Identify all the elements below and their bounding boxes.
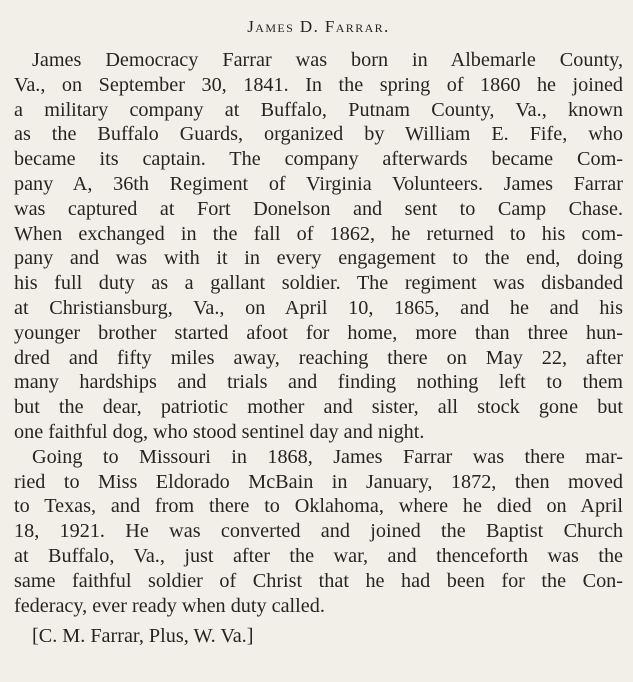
paragraph-1 (14, 48, 623, 445)
text-line: James Democracy Farrar was born in Albemarle County, (32, 49, 623, 71)
text-line: federacy, ever ready when duty called. (14, 594, 325, 617)
text-line: younger brother started afoot for home, more than three hun- (14, 321, 623, 344)
text-line: as the Buffalo Guards, organized by William E. Fife, who (14, 123, 623, 146)
text-line: pany and was with it in every engagement to the end, doing (14, 247, 623, 270)
text-line: dred and fifty miles away, reaching there on May 22, after (14, 346, 623, 369)
text-line: Going to Missouri in 1868, James Farrar was there mar- (32, 445, 623, 468)
text-line: was captured at Fort Donelson and sent to Camp Chase. (14, 197, 623, 220)
text-line: same faithful soldier of Christ that he had been for the Con- (14, 569, 623, 592)
article-title: James D. Farrar. (247, 17, 390, 36)
text-line: When exchanged in the fall of 1862, he returned to his com- (14, 222, 623, 245)
text-line: 18, 1921. He was converted and joined the Baptist Church (14, 520, 623, 543)
text-line: ried to Miss Eldorado McBain in January, 1872, then moved (14, 470, 623, 493)
text-line: became its captain. The company afterwards became Com- (14, 148, 623, 171)
paragraph-2 (14, 445, 623, 619)
text-line: a military company at Buffalo, Putnam County, Va., known (14, 98, 623, 121)
text-line: pany A, 36th Regiment of Virginia Volunteers. James Farrar (14, 172, 623, 195)
citation: [C. M. Farrar, Plus, W. Va.] (32, 625, 254, 648)
text-line: many hardships and trials and finding nothing left to them (14, 371, 623, 394)
text-line: but the dear, patriotic mother and sister, all stock gone but (14, 396, 623, 419)
text-line: his full duty as a gallant soldier. The regiment was disbanded (14, 272, 623, 295)
text-line: one faithful dog, who stood sentinel day and night. (14, 420, 425, 443)
text-line: at Buffalo, Va., just after the war, and thenceforth was the (14, 544, 623, 567)
text-line: to Texas, and from there to Oklahoma, where he died on April (14, 495, 623, 518)
text-line: Va., on September 30, 1841. In the spring of 1860 he joined (14, 73, 623, 96)
text-line: at Christiansburg, Va., on April 10, 1865, and he and his (14, 296, 623, 319)
